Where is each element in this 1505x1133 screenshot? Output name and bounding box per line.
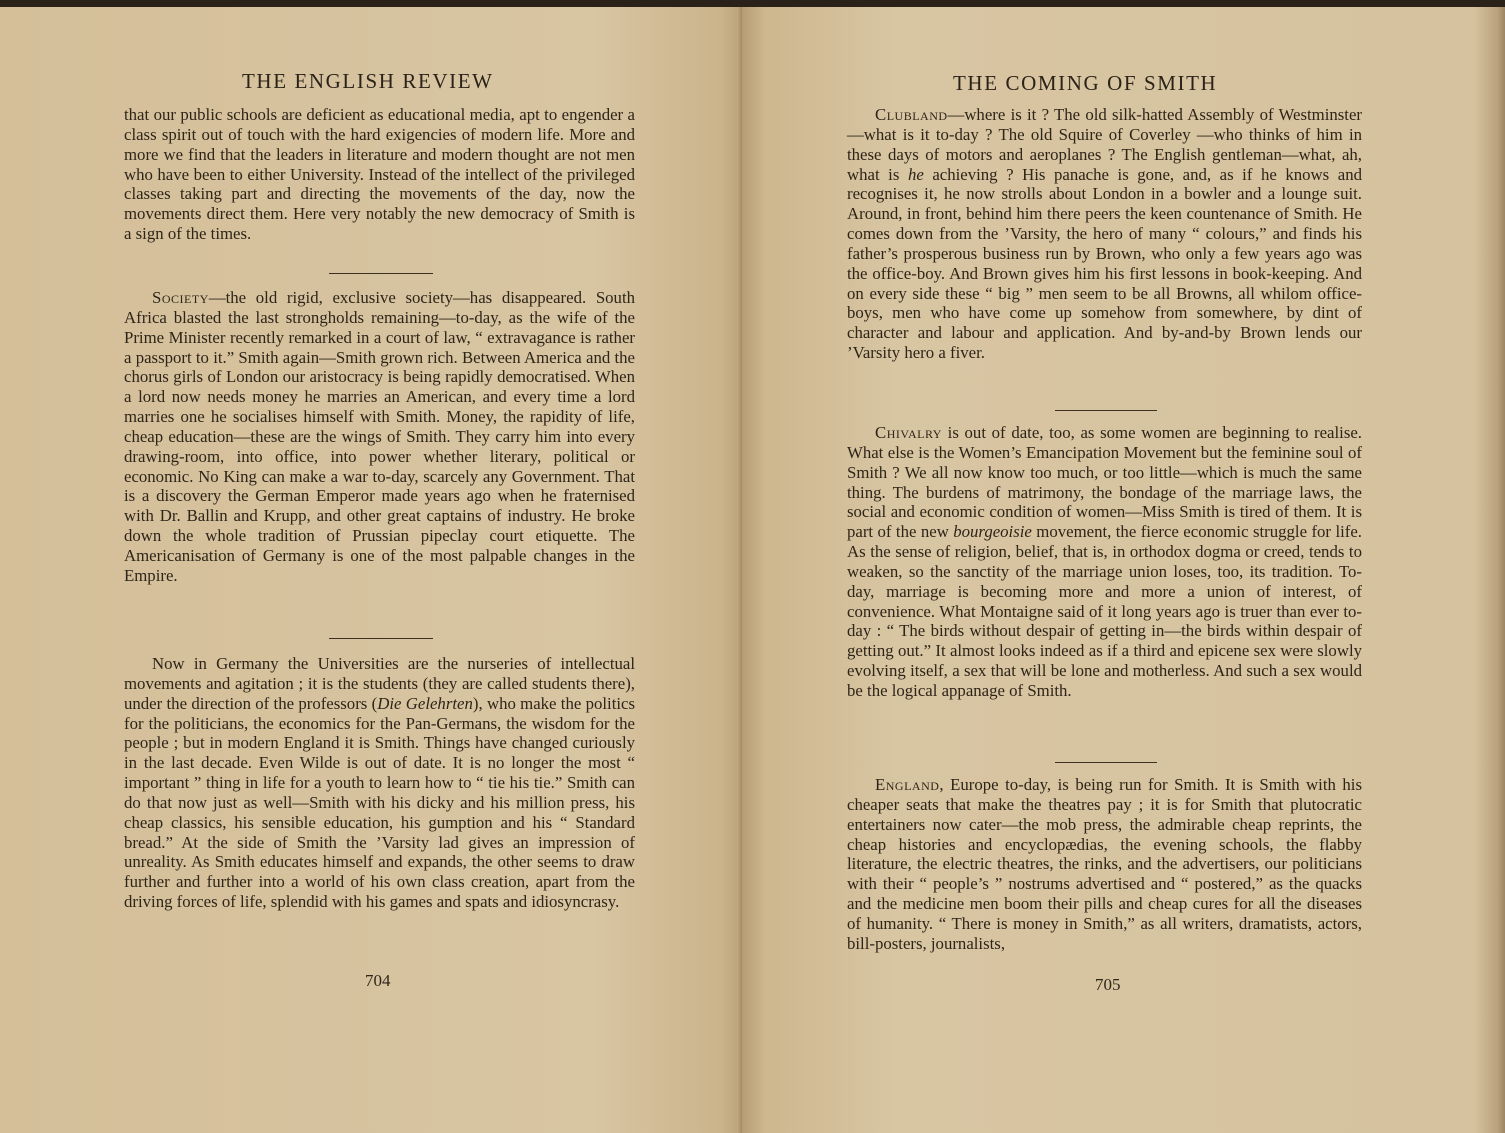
left-paragraph-1-text: that our public schools are deficient as educational media, apt to engender a class spirit out of touch with the hard exigencies of modern life. More and more we find that the leaders in literature and modern thought are not men who have been to either University. Instead of the intellect of the privileged classes taking part and directing the movements of the day, now the movements direct them. Here very notably the new democracy of Smith is a sign of the times. bbox=[124, 105, 635, 244]
left-folio: 704 bbox=[365, 971, 391, 990]
right-paragraph-3 bbox=[847, 775, 1362, 954]
section-divider-4 bbox=[1055, 762, 1157, 763]
right-paragraph-2 bbox=[847, 423, 1362, 701]
left-paragraph-3 bbox=[124, 654, 635, 912]
right-paragraph-3-text: , Europe to-day, is being run for Smith. It is Smith with his cheaper seats that make the theatres pay ; it is for Smith that plutocratic entertainers now cater—the mob press, the admirable cheap reprints, the cheap histories and encyclopædias, the evening schools, the flabby literature, the electric theatres, the rinks, and the advertisers, our politicians with their “ people’s ” nostrums advertised and “ postered,” as the quacks and the medicine men boom their pills and cheap cures for all the diseases of humanity. “ There is money in Smith,” as all writers, dramatists, actors, bill-posters, journalists, bbox=[847, 775, 1362, 953]
left-paragraph-2-text: —the old rigid, exclusive society—has disappeared. South Africa blasted the last strongholds remaining—to-day, as the wife of the Prime Minister recently remarked in a court of law, “ extravagance is rather a passport to it.” Smith again—Smith grown rich. Between America and the chorus girls of London our aristocracy is being rapidly democratised. When a lord now needs money he marries an American, and every time a lord marries one he socialises himself with Smith. Money, the rapidity of life, cheap education—these are the wings of Smith. They carry him into every drawing-room, into office, into power whether literary, political or economic. No King can make a war to-day, scarcely any Government. That is a discovery the German Emperor made years ago when he fraternised with Dr. Ballin and Krupp, and other great captains of industry. He broke down the whole tradition of Prussian pipeclay court etiquette. The Americanisation of Germany is one of the most palpable changes in the Empire. bbox=[124, 288, 635, 585]
section-divider-2 bbox=[329, 638, 433, 639]
right-page bbox=[742, 7, 1505, 1133]
england-lead-word: England bbox=[875, 775, 940, 794]
left-paragraph-3-text-a: Now in Germany the Universities are the nurseries of intellectual movements and agitation ; it is the students (they are called students there), under the direction of the professors ( bbox=[124, 654, 635, 713]
left-page bbox=[0, 7, 742, 1133]
right-folio: 705 bbox=[1095, 975, 1121, 994]
chivalry-lead-word: Chivalry bbox=[875, 423, 942, 442]
left-paragraph-3-text-b: ), who make the politics for the politicians, the economics for the Pan-Germans, the wisdom for the people ; but in modern England it is Smith. Things have changed curiously in the last decade. Even Wilde is out of date. It is no longer the most “ important ” thing in life for a youth to learn how to “ tie his tie.” Smith can do that now just as well—Smith with his dicky and his million press, his cheap classics, his sensible education, his gumption and his “ Standard bread.” At the side of Smith the ’Varsity lad gives an impression of unreality. As Smith educates himself and expands, the other seems to draw further and further into a world of his own class creation, apart from the driving forces of life, splendid with his games and spats and idiosyncrasy. bbox=[124, 693, 636, 912]
die-gelehrten-italic: Die Gelehrten bbox=[377, 693, 473, 713]
section-divider-1 bbox=[329, 273, 433, 274]
section-divider-3 bbox=[1055, 410, 1157, 411]
right-running-head: THE COMING OF SMITH bbox=[953, 71, 1218, 95]
bourgeoisie-italic: bourgeoisie bbox=[953, 522, 1032, 542]
left-paragraph-1 bbox=[124, 105, 635, 244]
right-paragraph-1 bbox=[847, 105, 1362, 363]
right-paragraph-2-text-b: movement, the fierce economic struggle for life. As the sense of religion, belief, that is, in orthodox dogma or creed, tends to weaken, so the sanctity of the marriage union loses, too, its tradition. To-day, marriage is becoming more and more a union of interest, of convenience. What Montaigne said of it long years ago is truer than ever to-day : “ The birds without despair of getting in—the birds within despair of getting out.” It almost looks indeed as if a third and epicene sex were slowly evolving itself, a sex that will be lone and motherless. And such a sex would be the logical appanage of Smith. bbox=[847, 522, 1363, 700]
right-paragraph-1-text-b: achieving ? His panache is gone, and, as if he knows and recognises it, he now strolls about London in a bowler and a lounge suit. Around, in front, behind him there peers the keen countenance of Smith. He comes down from the ’Varsity, the hero of many “ colours,” and finds his father’s prosperous business run by Brown, who only a few years ago was the office-boy. And Brown gives him his first lessons in book-keeping. And on every side these “ big ” men seem to be all Browns, all whilom office-boys, men who have come up somehow from somewhere, by dint of character and labour and application. And by-and-by Brown lends our ’Varsity hero a fiver. bbox=[847, 164, 1362, 363]
he-italic: he bbox=[907, 164, 924, 184]
left-running-head: THE ENGLISH REVIEW bbox=[242, 69, 494, 93]
book-top-edge bbox=[0, 0, 1505, 7]
left-paragraph-2 bbox=[124, 288, 635, 586]
book-spread bbox=[0, 7, 1505, 1133]
right-paragraph-2-text-a: is out of date, too, as some women are beginning to realise. What else is the Women’s Emancipation Movement but the feminine soul of Smith ? We all now know too much, or too little—which is much the same thing. The burdens of matrimony, the bondage of the marriage laws, the social and economic condition of women—Miss Smith is tired of them. It is part of the new bbox=[847, 423, 1362, 542]
society-lead-word: Society bbox=[152, 288, 209, 307]
clubland-lead-word: Clubland bbox=[875, 105, 948, 124]
right-paragraph-1-text-a: —where is it ? The old silk-hatted Assembly of Westminster—what is it to-day ? The old Squire of Coverley —who thinks of him in these days of motors and aeroplanes ? The English gentleman—what, ah, what is bbox=[847, 105, 1362, 184]
